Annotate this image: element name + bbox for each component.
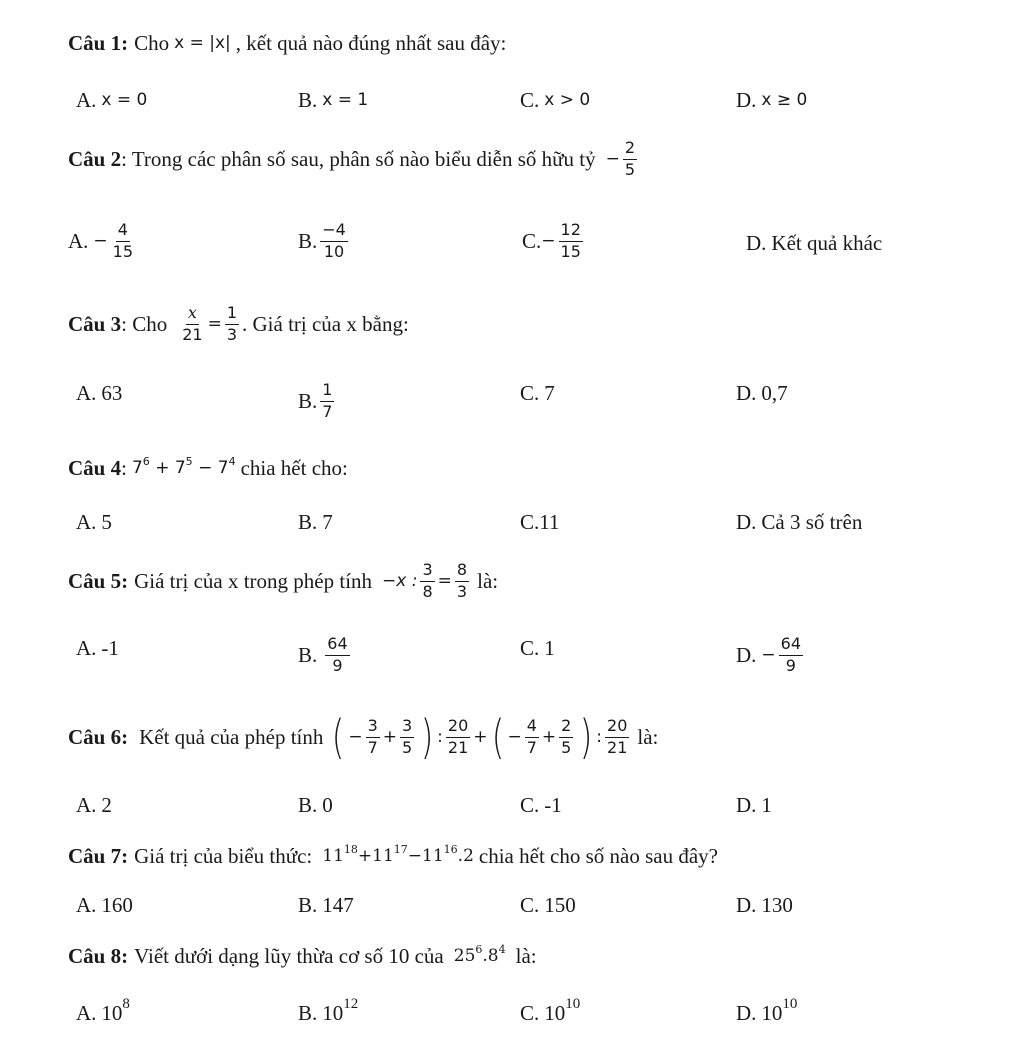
fraction: $\frac{64}{9}$ (780, 634, 802, 675)
q8-option-c[interactable]: C. 10 10 (520, 996, 581, 1025)
q1-option-c[interactable]: C. x > 0 (520, 88, 591, 112)
q7-option-c[interactable]: C. 150 (520, 893, 576, 917)
question-2-fraction: $\frac{2}{5}$ (624, 138, 636, 179)
question-1-label: Câu 1: (68, 31, 129, 55)
q6-option-b[interactable]: B. 0 (298, 793, 333, 817)
fraction: $\frac{4}{7}$ (526, 715, 537, 757)
fraction: $\frac{x}{21}$ (182, 303, 203, 344)
question-5-label: Câu 5: (68, 568, 129, 593)
q3-option-a[interactable]: A. 63 (76, 381, 123, 405)
q4-option-a[interactable]: A. 5 (76, 510, 112, 534)
question-7-expression: $11^{18}+11^{17}-11^{16}.2$ (322, 843, 474, 866)
question-2-text: : Trong các phân số sau, phân số nào biểu diễn số hữu tỷ (121, 146, 596, 171)
question-3: Câu 3 : Cho $\frac{x}{21}$ = $\frac{1}{3}$ . Giá trị của x bằng: (68, 303, 409, 344)
fraction: $\frac{-4}{10}$ (322, 220, 346, 261)
q3-option-b[interactable]: B. $\frac{1}{7}$ (298, 380, 333, 421)
q1-option-a[interactable]: A. x = 0 (76, 88, 148, 112)
q8-option-b[interactable]: B. 10 12 (298, 996, 359, 1025)
q6-option-d[interactable]: D. 1 (736, 793, 772, 817)
fraction: $\frac{1}{7}$ (322, 380, 333, 421)
fraction: $\frac{20}{21}$ (607, 715, 628, 757)
question-1 (68, 33, 506, 54)
q5-option-a[interactable]: A. -1 (76, 636, 119, 660)
fraction: $\frac{2}{5}$ (561, 715, 572, 757)
question-4-expression: $7^6 + 7^5 - 7^4$ (131, 455, 236, 478)
question-8-label: Câu 8: (68, 944, 129, 968)
q4-option-b[interactable]: B. 7 (298, 510, 333, 534)
fraction: $\frac{4}{15}$ (112, 220, 134, 261)
q5-option-d[interactable]: D. − $\frac{64}{9}$ (736, 634, 802, 675)
fraction: $\frac{1}{3}$ (226, 303, 237, 344)
question-4: Câu 4 : $7^6 + 7^5 - 7^4$ chia hết cho: (68, 455, 348, 480)
q6-option-a[interactable]: A. 2 (76, 793, 112, 817)
q5-option-c[interactable]: C. 1 (520, 636, 555, 660)
question-8-expression: $25^6.8^4$ (453, 943, 506, 966)
fraction: $\frac{3}{8}$ (422, 560, 433, 601)
q6-option-c[interactable]: C. -1 (520, 793, 562, 817)
question-2-label: Câu 2 (68, 146, 122, 171)
fraction: $\frac{20}{21}$ (447, 715, 469, 757)
question-6: Câu 6: Kết quả của phép tính ( − $\frac{3}{7}$ + $\frac{3}{5}$ ) : $\frac{20}{21}$ + ( − $\frac{4}{7}$ + $\frac{2}{5}$ ) : $\frac{20}{21}$ là: (68, 710, 659, 764)
question-3-label: Câu 3 (68, 311, 122, 336)
q3-option-c[interactable]: C. 7 (520, 381, 555, 405)
q1-option-b[interactable]: B. x = 1 (298, 88, 369, 112)
fraction: $\frac{64}{9}$ (327, 634, 348, 675)
question-6-label: Câu 6: (68, 724, 129, 749)
q4-option-d[interactable]: D. Cả 3 số trên (736, 510, 863, 534)
q5-option-b[interactable]: B. $\frac{64}{9}$ (298, 634, 348, 675)
q2-option-b[interactable]: B. $\frac{-4}{10}$ (298, 220, 346, 261)
q8-option-a[interactable]: A. 10 8 (76, 996, 130, 1025)
fraction: $\frac{12}{15}$ (560, 220, 581, 261)
fraction: $\frac{3}{7}$ (367, 715, 378, 757)
q2-option-d[interactable]: D. Kết quả khác (746, 231, 883, 255)
question-2 (68, 140, 640, 179)
question-2-sign: − (605, 148, 620, 169)
fraction: $\frac{3}{5}$ (402, 715, 413, 757)
question-7: Câu 7: Giá trị của biểu thức: $11^{18}+11^{17}-11^{16}.2$ chia hết cho số nào sau đây? (68, 843, 718, 868)
q3-option-d[interactable]: D. 0,7 (736, 381, 788, 405)
q1-option-d[interactable]: D. x ≥ 0 (736, 88, 808, 112)
question-1-math: x = |x| (174, 33, 231, 53)
q2-option-a[interactable]: A. − $\frac{4}{15}$ (68, 220, 134, 261)
q8-option-d[interactable]: D. 10 10 (736, 996, 798, 1025)
question-1-pre: Cho (134, 31, 170, 55)
q7-option-d[interactable]: D. 130 (736, 893, 793, 917)
q7-option-a[interactable]: A. 160 (76, 893, 133, 917)
question-7-label: Câu 7: (68, 844, 129, 868)
q7-option-b[interactable]: B. 147 (298, 893, 354, 917)
question-5: Câu 5: Giá trị của x trong phép tính −x : $\frac{3}{8}$ = $\frac{8}{3}$ là: (68, 560, 499, 601)
q2-option-c[interactable]: C. − $\frac{12}{15}$ (522, 220, 581, 261)
question-8: Câu 8: Viết dưới dạng lũy thừa cơ số 10 của $25^6.8^4$ là: (68, 943, 537, 968)
q4-option-c[interactable]: C. 11 (520, 510, 560, 534)
fraction: $\frac{8}{3}$ (456, 560, 468, 601)
question-1-post: , kết quả nào đúng nhất sau đây: (235, 31, 507, 55)
question-4-label: Câu 4 (68, 456, 122, 480)
